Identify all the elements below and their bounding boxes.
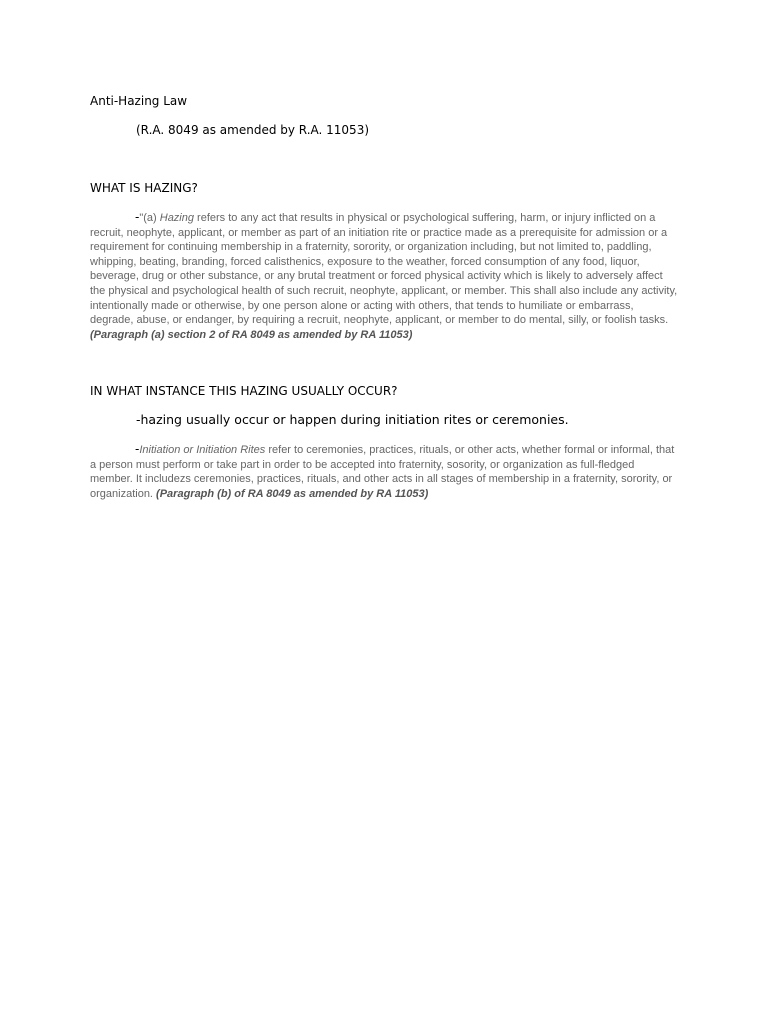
definition-body: refers to any act that results in physical or psychological suffering, harm, or injury inflicted on a recruit, neophyte, applicant, or member as part of an initiation rite or practice made as a prerequisite for admission or a requirement for continuing membership in a fraternity, sorority, or organization including, but not limited to, paddling, whipping, beating, branding, forced calisthenics, exposure to the weather, forced consumption of any food, liquor, beverage, drug or other substance, or any brutal treatment or forced physical activity which is likely to adversely affect the physical and psychological health of such recruit, neophyte, applicant, or member. This shall also include any activity, intentionally made or otherwise, by one person alone or acting with others, that tends to humiliate or embarrass, degrade, abuse, or endanger, by requiring a recruit, neophyte, applicant, or member to do mental, silly, or foolish tasks. (90, 212, 678, 327)
section-heading-what-is-hazing: WHAT IS HAZING? (90, 181, 198, 195)
document-subtitle: (R.A. 8049 as amended by R.A. 11053) (136, 123, 370, 137)
definition-body: refer to ceremonies, practices, rituals, or other acts, whether formal or informal, that a person must perform or take part in order to be accepted into fraternity, sosority, or organization as full-fledged member. It includezs ceremonies, practices, rituals, and other acts in all stages of membership in a fraternity, sorority, or organization. (90, 444, 675, 500)
citation: (Paragraph (a) section 2 of RA 8049 as amended by RA 11053) (90, 328, 413, 341)
dash: - (135, 442, 140, 456)
initiation-definition-paragraph (90, 442, 680, 501)
section-heading-instance: IN WHAT INSTANCE THIS HAZING USUALLY OCCUR? (90, 384, 398, 398)
document-title: Anti-Hazing Law (90, 94, 188, 108)
quote-open: "(a) (139, 212, 160, 224)
defined-term: Initiation or Initiation Rites (139, 444, 266, 456)
dash: - (135, 210, 140, 224)
hazing-definition-paragraph (90, 210, 680, 342)
citation: (Paragraph (b) of RA 8049 as amended by RA 11053) (156, 487, 429, 500)
defined-term: Hazing (159, 212, 194, 224)
instance-answer: -hazing usually occur or happen during initiation rites or ceremonies. (136, 412, 569, 427)
